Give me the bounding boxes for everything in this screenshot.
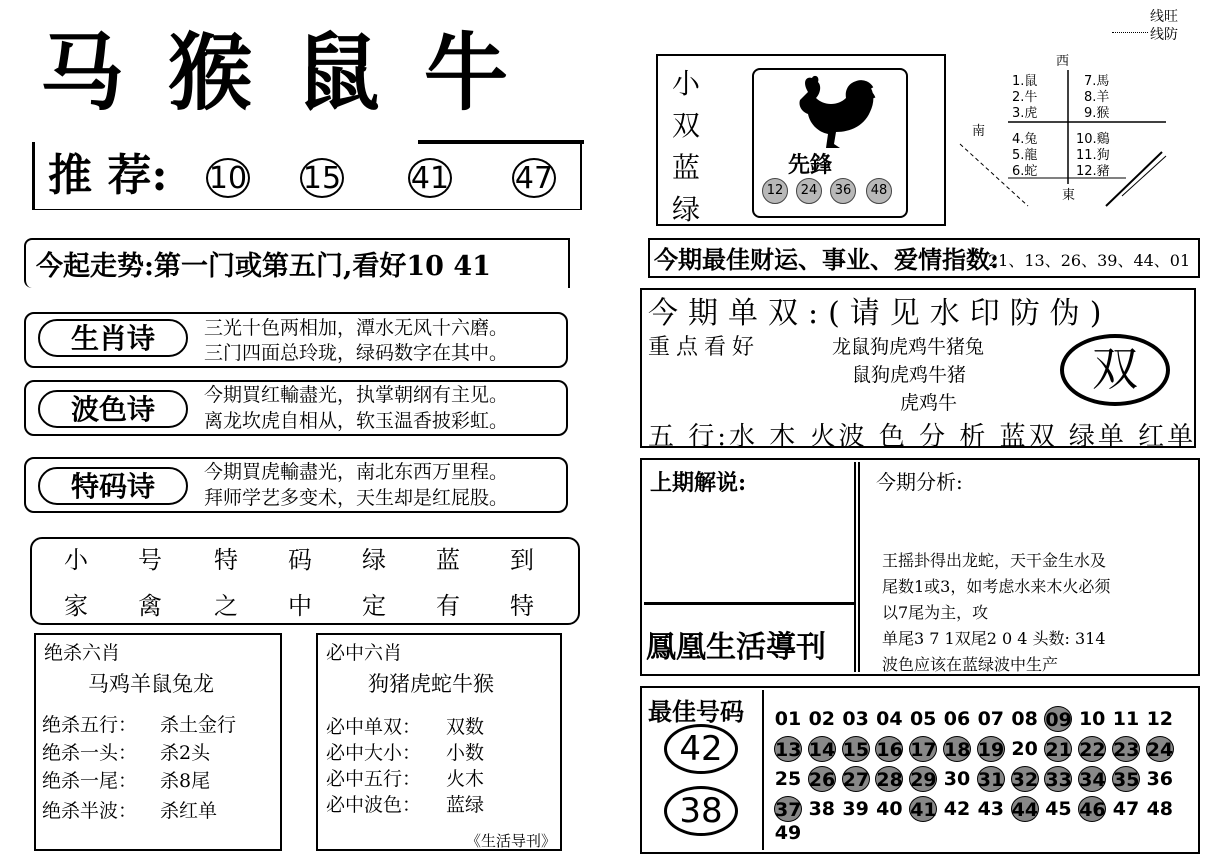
- grid-number: 32: [1011, 766, 1039, 792]
- grid-number: 38: [808, 798, 836, 820]
- grid-number: 21: [1044, 736, 1072, 762]
- grid-number: 36: [1146, 768, 1174, 790]
- special-poem-line: 今期買虎輸盡光，南北东西万里程。: [204, 461, 509, 483]
- legend-guard: 线防: [1150, 27, 1178, 43]
- analysis-line: 尾数1或3，如考虑水来木火必须: [882, 577, 1111, 596]
- compass-item: 8.羊: [1084, 90, 1110, 105]
- special-char: 禽: [138, 592, 162, 620]
- grid-number: 48: [1146, 798, 1174, 820]
- grid-number: 22: [1078, 736, 1106, 762]
- recommend-number: 41: [408, 158, 452, 198]
- special-char: 绿: [362, 546, 386, 574]
- kill-row-label: 绝杀一尾：: [42, 770, 138, 792]
- compass-item: 3.虎: [1012, 106, 1038, 121]
- grid-number: 44: [1011, 796, 1039, 822]
- rooster-ball: 12: [762, 178, 788, 204]
- compass-west: 西: [1056, 54, 1070, 69]
- grid-number: 14: [808, 736, 836, 762]
- focus-zodiacs: 鼠狗虎鸡牛猪: [852, 364, 967, 386]
- must-row-label: 必中五行：: [326, 768, 422, 790]
- grid-number: 39: [842, 798, 869, 820]
- grid-number: 40: [876, 798, 903, 820]
- grid-number: 01: [774, 708, 802, 730]
- rooster-ball: 24: [796, 178, 822, 204]
- color-poem-label: 波色诗: [38, 390, 188, 428]
- recommend-number: 10: [206, 158, 250, 198]
- compass-item: 11.狗: [1076, 148, 1110, 163]
- special-char: 定: [362, 592, 386, 620]
- kill-six-zodiacs: 马鸡羊鼠兔龙: [88, 672, 214, 696]
- trend-text: 今起走势:第一门或第五门,看好10 41: [36, 251, 491, 282]
- must-row-value: 火木: [446, 768, 485, 790]
- grid-number: 12: [1146, 708, 1174, 730]
- must-row-value: 双数: [446, 716, 485, 738]
- grid-number: 43: [977, 798, 1005, 820]
- legend-dotted-line: [1112, 32, 1148, 33]
- rooster-ball: 48: [866, 178, 892, 204]
- compass-south: 南: [972, 124, 986, 139]
- grid-number: 04: [876, 708, 903, 730]
- grid-number: 46: [1078, 796, 1106, 822]
- compass-item: 4.兔: [1012, 132, 1038, 147]
- must-row-label: 必中波色：: [326, 794, 422, 816]
- must-six-zodiacs: 狗猪虎蛇牛猴: [368, 672, 494, 696]
- grid-number: 15: [842, 736, 870, 762]
- zodiac-poem-line: 三光十色两相加，潭水无风十六磨。: [204, 317, 509, 339]
- magazine-rule: [644, 602, 856, 605]
- grid-number: 34: [1078, 766, 1106, 792]
- must-footer: 《生活导刊》: [466, 832, 557, 850]
- must-six-title: 必中六肖: [326, 642, 403, 664]
- grid-number: 29: [909, 766, 937, 792]
- grid-number: 03: [842, 708, 869, 730]
- best-pick: 42: [664, 724, 738, 774]
- grid-number: 18: [943, 736, 971, 762]
- grid-number: 26: [808, 766, 836, 792]
- fortune-label: 今期最佳财运、事业、爱情指数:: [654, 245, 999, 274]
- zodiac-poem-label: 生肖诗: [38, 319, 188, 357]
- grid-number: 47: [1112, 798, 1140, 820]
- double-badge: 双: [1060, 334, 1170, 406]
- rooster-caption: 先鋒: [788, 153, 833, 178]
- kill-row-label: 绝杀半波：: [42, 800, 138, 822]
- analysis-divider: [854, 462, 860, 672]
- compass-east: 東: [1062, 188, 1076, 203]
- rooster-side-char: 双: [672, 109, 701, 142]
- grid-number: 07: [977, 708, 1005, 730]
- grid-number: 41: [909, 796, 937, 822]
- grid-number: 19: [977, 736, 1005, 762]
- grid-number: 37: [774, 796, 802, 822]
- rooster-ball: 36: [830, 178, 856, 204]
- last-issue-title: 上期解说:: [650, 470, 747, 496]
- kill-six-title: 绝杀六肖: [44, 642, 121, 664]
- rooster-side-char: 小: [672, 67, 701, 100]
- special-char: 码: [288, 546, 312, 574]
- grid-number: 31: [977, 766, 1005, 792]
- grid-number: 02: [808, 708, 836, 730]
- this-issue-title: 今期分析:: [876, 470, 963, 494]
- odd-even-title: 今期单双:(请见水印防伪): [648, 296, 1112, 331]
- compass-item: 7.馬: [1084, 74, 1110, 89]
- kill-row-value: 杀土金行: [160, 714, 237, 736]
- wuxing-analysis: 五 行:水 木 火波 色 分 析 蓝双 绿单 红单: [648, 422, 1197, 452]
- kill-row-value: 杀8尾: [160, 770, 211, 792]
- grid-number: 11: [1112, 708, 1140, 730]
- kill-row-value: 杀2头: [160, 742, 211, 764]
- special-char: 蓝: [436, 546, 460, 574]
- grid-number: 33: [1044, 766, 1072, 792]
- rooster-side-char: 蓝: [672, 151, 701, 184]
- focus-zodiacs: 虎鸡牛: [900, 392, 958, 414]
- analysis-line: 以7尾为主，攻: [882, 603, 989, 622]
- grid-number: 42: [943, 798, 971, 820]
- special-char: 号: [138, 546, 162, 574]
- grid-number: 24: [1146, 736, 1174, 762]
- compass-item: 5.龍: [1012, 148, 1038, 163]
- color-poem-line: 今期買红輸盡光，执掌朝纲有主见。: [204, 384, 509, 406]
- recommend-label: 推 荐:: [48, 150, 168, 201]
- analysis-line: 单尾3 7 1双尾2 0 4 头数: 314: [882, 629, 1106, 648]
- grid-number: 05: [909, 708, 937, 730]
- special-poem-line: 拜师学艺多变术，天生却是红屁股。: [204, 487, 509, 509]
- grid-number: 25: [774, 768, 802, 790]
- compass-item: 12.豬: [1076, 164, 1110, 179]
- analysis-line: 王摇卦得出龙蛇，天干金生水及: [882, 551, 1107, 570]
- compass-lines: [956, 60, 1176, 212]
- grid-number: 13: [774, 736, 802, 762]
- grid-number: 27: [842, 766, 870, 792]
- rooster-side-char: 绿: [672, 193, 701, 226]
- compass-item: 6.蛇: [1012, 164, 1038, 179]
- rooster-icon: [778, 72, 878, 150]
- grid-number: 06: [943, 708, 971, 730]
- legend-hot: 线旺: [1150, 9, 1178, 25]
- special-char: 特: [214, 546, 238, 574]
- focus-label: 重点看好: [648, 335, 761, 360]
- grid-number: 45: [1045, 798, 1072, 820]
- recommend-number: 47: [512, 158, 556, 198]
- best-label: 最佳号码: [648, 697, 744, 726]
- must-row-label: 必中大小：: [326, 742, 422, 764]
- zodiac-poem-line: 三门四面总玲珑，绿码数字在其中。: [204, 342, 509, 364]
- special-char: 特: [510, 592, 534, 620]
- must-row-label: 必中单双：: [326, 716, 422, 738]
- special-char: 之: [214, 592, 238, 620]
- kill-row-label: 绝杀五行：: [42, 714, 138, 736]
- recommend-number: 15: [300, 158, 344, 198]
- must-row-value: 小数: [446, 742, 485, 764]
- focus-zodiacs: 龙鼠狗虎鸡牛猪兔: [832, 336, 985, 358]
- special-char: 有: [436, 592, 460, 620]
- compass-item: 2.牛: [1012, 90, 1038, 105]
- grid-number: 17: [909, 736, 937, 762]
- special-char: 家: [64, 592, 88, 620]
- grid-number: 09: [1044, 706, 1072, 732]
- must-row-value: 蓝绿: [446, 794, 485, 816]
- grid-number: 30: [943, 768, 971, 790]
- color-poem-line: 离龙坎虎自相从，软玉温香披彩虹。: [204, 410, 509, 432]
- grid-number: 20: [1011, 738, 1038, 760]
- grid-number: 49: [774, 822, 802, 844]
- compass-item: 1.鼠: [1012, 74, 1038, 89]
- special-char: 中: [288, 592, 312, 620]
- special-poem-label: 特码诗: [38, 467, 188, 505]
- main-title: 马猴鼠牛: [40, 24, 553, 122]
- kill-row-value: 杀红单: [160, 800, 218, 822]
- magazine-title: 鳳凰生活導刊: [646, 630, 826, 665]
- best-pick: 38: [664, 786, 738, 836]
- grid-number: 16: [875, 736, 903, 762]
- grid-number: 10: [1078, 708, 1106, 730]
- special-char: 到: [510, 546, 534, 574]
- analysis-line: 波色应该在蓝绿波中生产: [882, 655, 1059, 674]
- compass-item: 9.猴: [1084, 106, 1110, 121]
- grid-number: 28: [875, 766, 903, 792]
- kill-row-label: 绝杀一头：: [42, 742, 138, 764]
- grid-number: 08: [1011, 708, 1038, 730]
- fortune-numbers: 21、13、26、39、44、01: [988, 251, 1191, 270]
- special-char: 小: [64, 546, 88, 574]
- compass-item: 10.鷄: [1076, 132, 1110, 147]
- grid-number: 23: [1112, 736, 1140, 762]
- grid-number: 35: [1112, 766, 1140, 792]
